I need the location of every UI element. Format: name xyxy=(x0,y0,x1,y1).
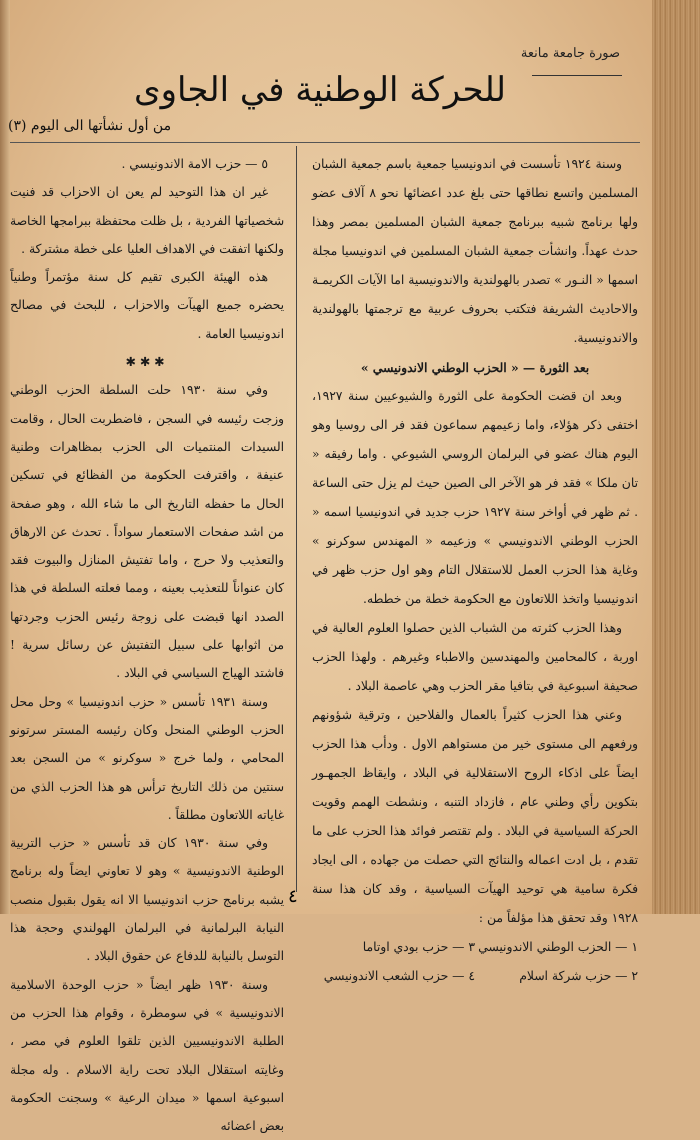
list-item: ١ — الحزب الوطني الاندونيسي xyxy=(478,940,638,954)
list-item: ٢ — حزب شركة اسلام xyxy=(519,969,638,983)
party-list xyxy=(312,933,638,991)
section-kicker: صورة جامعة مانعة xyxy=(520,46,620,61)
article-subtitle: من أول نشأتها الى اليوم (٣) xyxy=(8,118,172,134)
binding-shadow xyxy=(0,0,10,914)
page-stack-edge xyxy=(652,0,700,914)
paragraph: هذه الهيئة الكبرى تقيم كل سنة مؤتمراً وطنياً يحضره جميع الهيآت والاحزاب ، للبحث في مصالح اندونيسيا العامة . xyxy=(10,270,284,341)
paragraph: غير ان هذا التوحيد لم يعن ان الاحزاب قد فنيت شخصياتها الفردية ، بل ظلت محتفظة ببرامجها الخاصة ولكنها اتفقت في الاهداف العليا على خطة مشتركة . xyxy=(10,185,284,256)
left-column xyxy=(10,150,284,1140)
page-number: ٤ xyxy=(288,886,298,907)
list-item: ٥ — حزب الامة الاندونيسي . xyxy=(121,157,268,171)
paragraph: وبعد ان قضت الحكومة على الثورة والشيوعيين سنة ١٩٢٧، اختفى ذكر هؤلاء، واما زعيمهم سماعون فقد فر الى روسيا وهو اليوم هناك عضو في البرلمان الروسي الشيوعي . واما رفيقه « تان ملكا » فقد فر هو الآخر الى الصين حيث لم يزل حتى الساعة . ثم ظهر في أواخر سنة ١٩٢٧ حزب جديد في اندونيسيا اسمه « الحزب الوطني الاندونيسي » وزعيمه « المهندس سوكرنو » وغاية هذا الحزب العمل للاستقلال التام وهو اول حزب ظهر في اندونيسيا واتخذ اللاتعاون مع الحكومة خطة من خططه. xyxy=(312,389,638,606)
paragraph: وسنة ١٩٣٠ ظهر ايضاً « حزب الوحدة الاسلامية الاندونيسية » في سومطرة ، وقوام هذا الحزب من الطلبة الاندونيسيين الذين تلقوا العلوم في مصر ، وغايته استقلال البلاد تحت راية الاسلام . وله مجلة اسبوعية اسمها « ميدان الرعية » وسجنت الحكومة بعض اعضائه xyxy=(10,977,284,1134)
paragraph: وسنة ١٩٢٤ تأسست في اندونيسيا جمعية باسم جمعية الشبان المسلمين واتسع نطاقها حتى بلغ عدد اعضائها نحو ٨ آلاف عضو ولها برنامج شبيه ببرنامج جمعية الشبان المسلمين بمصر وهذا حدث عهداً. وانشأت جمعية الشبان المسلمين في اندونيسيا مجلة اسمها « النـور » تصدر بالهولندية والاندونيسية اما الآيات الكريمـة والاحاديث الشريفة فتكتب بحروف عربية مع ترجمتها بالهولندية والاندونيسية. xyxy=(312,157,638,345)
header-divider xyxy=(10,142,640,143)
list-item: ٤ — حزب الشعب الاندونيسي xyxy=(323,969,475,983)
column-divider xyxy=(296,146,297,892)
paragraph: وسنة ١٩٣١ تأسس « حزب اندونيسيا » وحل محل الحزب الوطني المنحل وكان رئيسه المستر سرتونو المحامي ، ولما خرج « سوكرنو » من السجن بعد سنتين من ذلك التاريخ ترأس هو هذا الحزب الذي من غاياته اللاتعاون مطلقاً . xyxy=(10,694,284,822)
kicker-underline xyxy=(532,75,622,76)
section-heading: بعد الثورة — « الحزب الوطني الاندونيسي » xyxy=(360,360,590,375)
list-item: ٣ — حزب بودي اوتاما xyxy=(362,940,475,954)
paragraph: وفي سنة ١٩٣٠ حلت السلطة الحزب الوطني وزجت رئيسه في السجن ، فاضطربت الحال ، وقامت السيدات المنتميات الى الحزب بمظاهرات وطنية عنيفة ، واقترفت الحكومة من الفظائع في تسكين الحال ما حفظه التاريخ الى ما شاء الله ، وهو صفحة من اشد صفحات الاستعمار سواداً . تحدث عن الارهاق والتعذيب ولا حرج ، واما تفتيش المنازل والبيوت فقد كان عنواناً للتعذيب بعينه ، ومما فعلته السلطة في هذا الصدد انها قبضت على زوجة رئيس الحزب وجردتها من اثوابها على سبيل التفتيش عن رسائل سرية ! فاشتد الهياج السياسي في البلاد . xyxy=(10,383,284,681)
paragraph: وهذا الحزب كثرته من الشباب الذين حصلوا العلوم العالية في اوربة ، كالمحامين والمهندسين والاطباء وغيرهم . ولهذا الحزب صحيفة اسبوعية في بتافيا مقر الحزب وهي عاصمة البلاد . xyxy=(312,621,638,693)
paragraph: وفي سنة ١٩٣٠ كان قد تأسس « حزب التربية الوطنية الاندونيسية » وهو لا تعاوني ايضاً وله برنامج يشبه برنامج حزب اندونيسيا الا انه يقول بقبول منصب النيابة البرلمانية في البرلمان الهولندي وحجة هذا التوسل بالنيابة للدفاع عن حقوق البلاد . xyxy=(10,836,284,964)
section-break-stars: ✱✱✱ xyxy=(125,355,169,370)
article-title: للحركة الوطنية في الجاوى xyxy=(133,70,507,110)
right-column xyxy=(312,150,638,991)
paragraph: وعني هذا الحزب كثيراً بالعمال والفلاحين ، وترقية شؤونهم ورفعهم الى مستوى خير من مستواهم الاول . ودأب هذا الحزب ايضاً على اذكاء الروح الاستقلالية في البلاد ، وايقاظ الجمهـور بتكوين رأي وطني عام ، فازداد التنبه ، ونشطت الهمم وقويت الحركة السياسية في البلاد . ولم تقتصر فوائد هذا الحزب على ما تقدم ، بل ادت اعماله والنتائج التي حصلت من جهاده ، الى ايجاد فكرة سامية هي توحيد الهيآت السياسية ، وقد كان هذا سنة ١٩٢٨ وقد تحقق هذا مؤلفاً من : xyxy=(312,708,638,925)
